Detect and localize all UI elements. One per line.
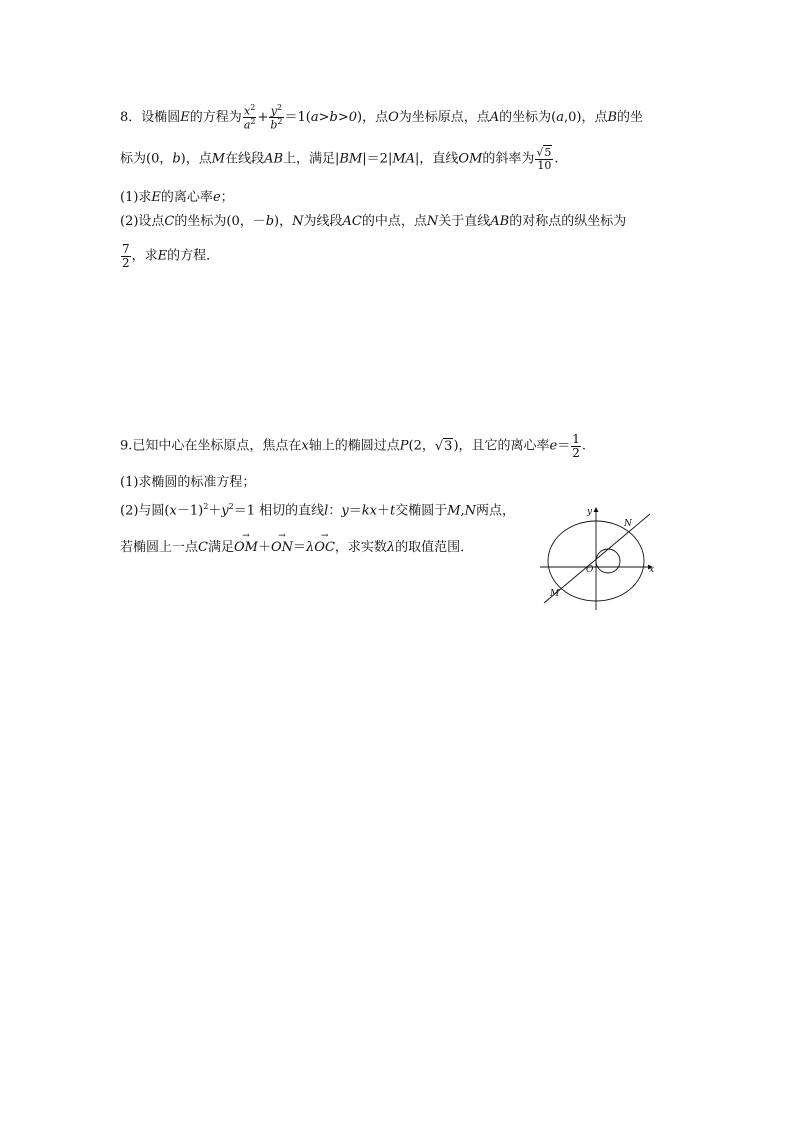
slope-fraction: $\frac{√5}{10}$ — [536, 146, 552, 172]
one-half: $\frac{1}{2}$ — [572, 432, 580, 460]
vector-oc: → OC — [314, 531, 335, 555]
y2-over-b2: $\frac{y^2}{b^2}$ — [270, 103, 283, 132]
tangent-line — [544, 514, 650, 603]
p9-line1: 9.已知中心在坐标原点，焦点在x轴上的椭圆过点P(2，√3)，且它的离心率e＝ $\frac{1}{2}$ . — [120, 432, 587, 460]
y-axis-arrow — [594, 507, 599, 512]
ellipse-figure — [528, 500, 664, 615]
label-x: x — [649, 565, 655, 575]
sqrt3: √3 — [434, 438, 453, 454]
label-y: y — [587, 507, 593, 517]
seven-halves: $\frac{7}{2}$ — [122, 242, 130, 270]
vector-on: → ON — [270, 531, 294, 555]
p8-q1: (1)求E的离心率e； — [120, 190, 234, 205]
label-o: O — [586, 565, 594, 575]
p9-q2-cont: 若椭圆上一点C满足 → OM＋ → ON＝λ → OC，求实数λ的取值范围． — [120, 531, 474, 555]
p8-line2: 标为(0，b)，点M在线段AB上，满足|BM|＝2|MA|，直线OM的斜率为 $\frac{√5}{10}$ . — [120, 146, 559, 172]
tangent-circle — [596, 549, 620, 573]
x2-over-a2: $\frac{x^2}{a^2}$ — [243, 103, 256, 132]
label-n: N — [624, 519, 632, 529]
p8-line1: 8．设椭圆E的方程为 $\frac{x^2}{a^2}$ + $\frac{y^2}{b^2}$ ＝1(a>b>0)，点O为坐标原点，点A的坐标为(a,0)，点B的坐 — [120, 103, 644, 132]
p8-q2-cont: $\frac{7}{2}$ ，求E的方程． — [122, 242, 220, 270]
vector-om: → OM — [233, 531, 258, 555]
p8-q2: (2)设点C的坐标为(0，－b)，N为线段AC的中点，点N关于直线AB的对称点的纵坐标为 — [120, 214, 627, 229]
label-m: M — [550, 589, 560, 599]
p9-q1: (1)求椭圆的标准方程； — [120, 475, 256, 490]
p9-q2: (2)与圆$(x-1)^2+y^2=1$ 相切的直线l：y＝kx＋t交椭圆于M,N两点， — [120, 502, 516, 519]
